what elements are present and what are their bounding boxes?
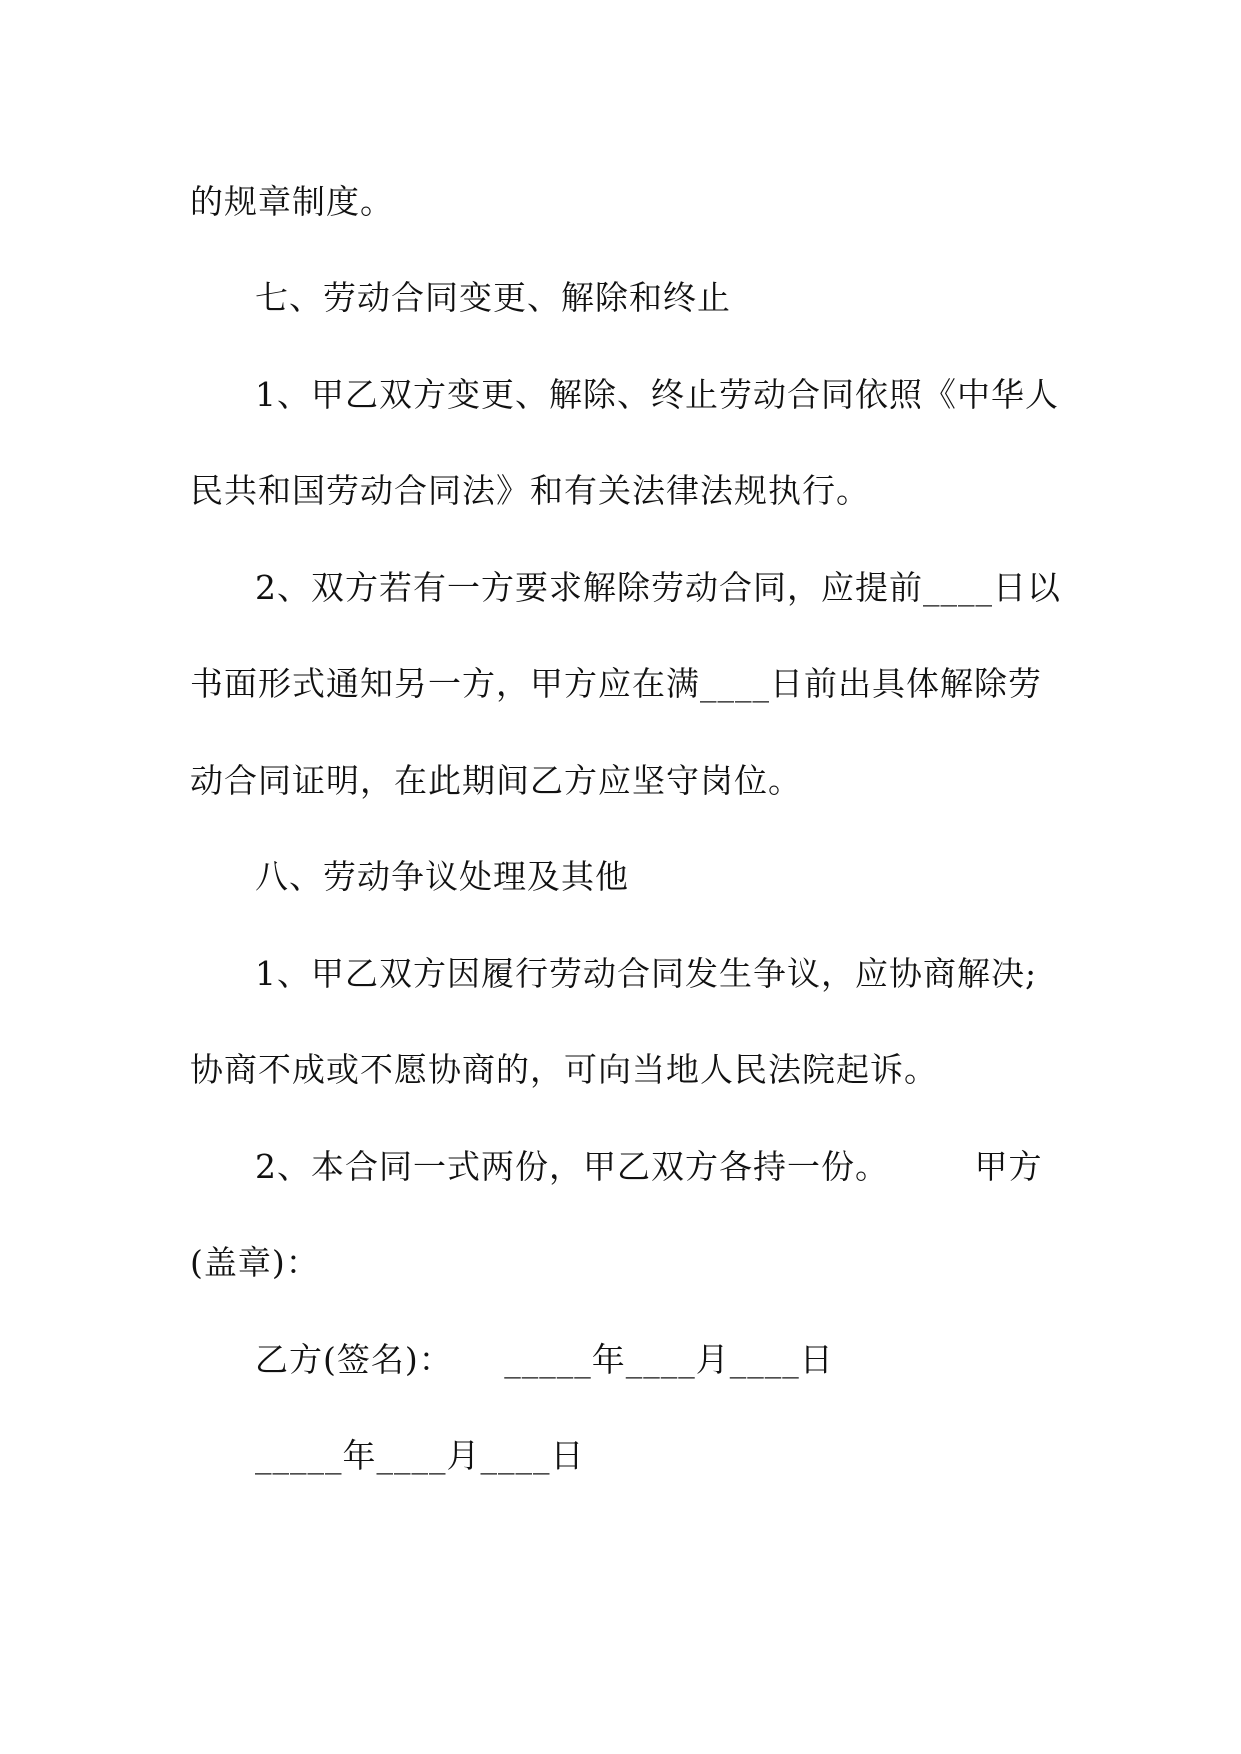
section-heading: 八、劳动争议处理及其他 (255, 857, 629, 896)
text-line: 协商不成或不愿协商的，可向当地人民法院起诉。 (190, 1050, 938, 1089)
signature-line: 乙方(签名)： _____年____月____日 (255, 1340, 834, 1379)
date-line: _____年____月____日 (255, 1436, 585, 1475)
text-line: 动合同证明，在此期间乙方应坚守岗位。 (190, 761, 802, 800)
text-line: 的规章制度。 (190, 182, 394, 221)
text-line: 2、双方若有一方要求解除劳动合同，应提前____日以 (255, 568, 1061, 607)
text-line: 1、甲乙双方因履行劳动合同发生争议，应协商解决; (255, 954, 1038, 993)
text-line: 民共和国劳动合同法》和有关法律法规执行。 (190, 471, 870, 510)
text-line: (盖章)： (190, 1243, 320, 1282)
section-heading: 七、劳动合同变更、解除和终止 (255, 278, 731, 317)
text-line: 2、本合同一式两份，甲乙双方各持一份。 甲方 (255, 1147, 1043, 1186)
text-line: 书面形式通知另一方，甲方应在满____日前出具体解除劳 (190, 664, 1042, 703)
text-line: 1、甲乙双方变更、解除、终止劳动合同依照《中华人 (255, 375, 1059, 414)
